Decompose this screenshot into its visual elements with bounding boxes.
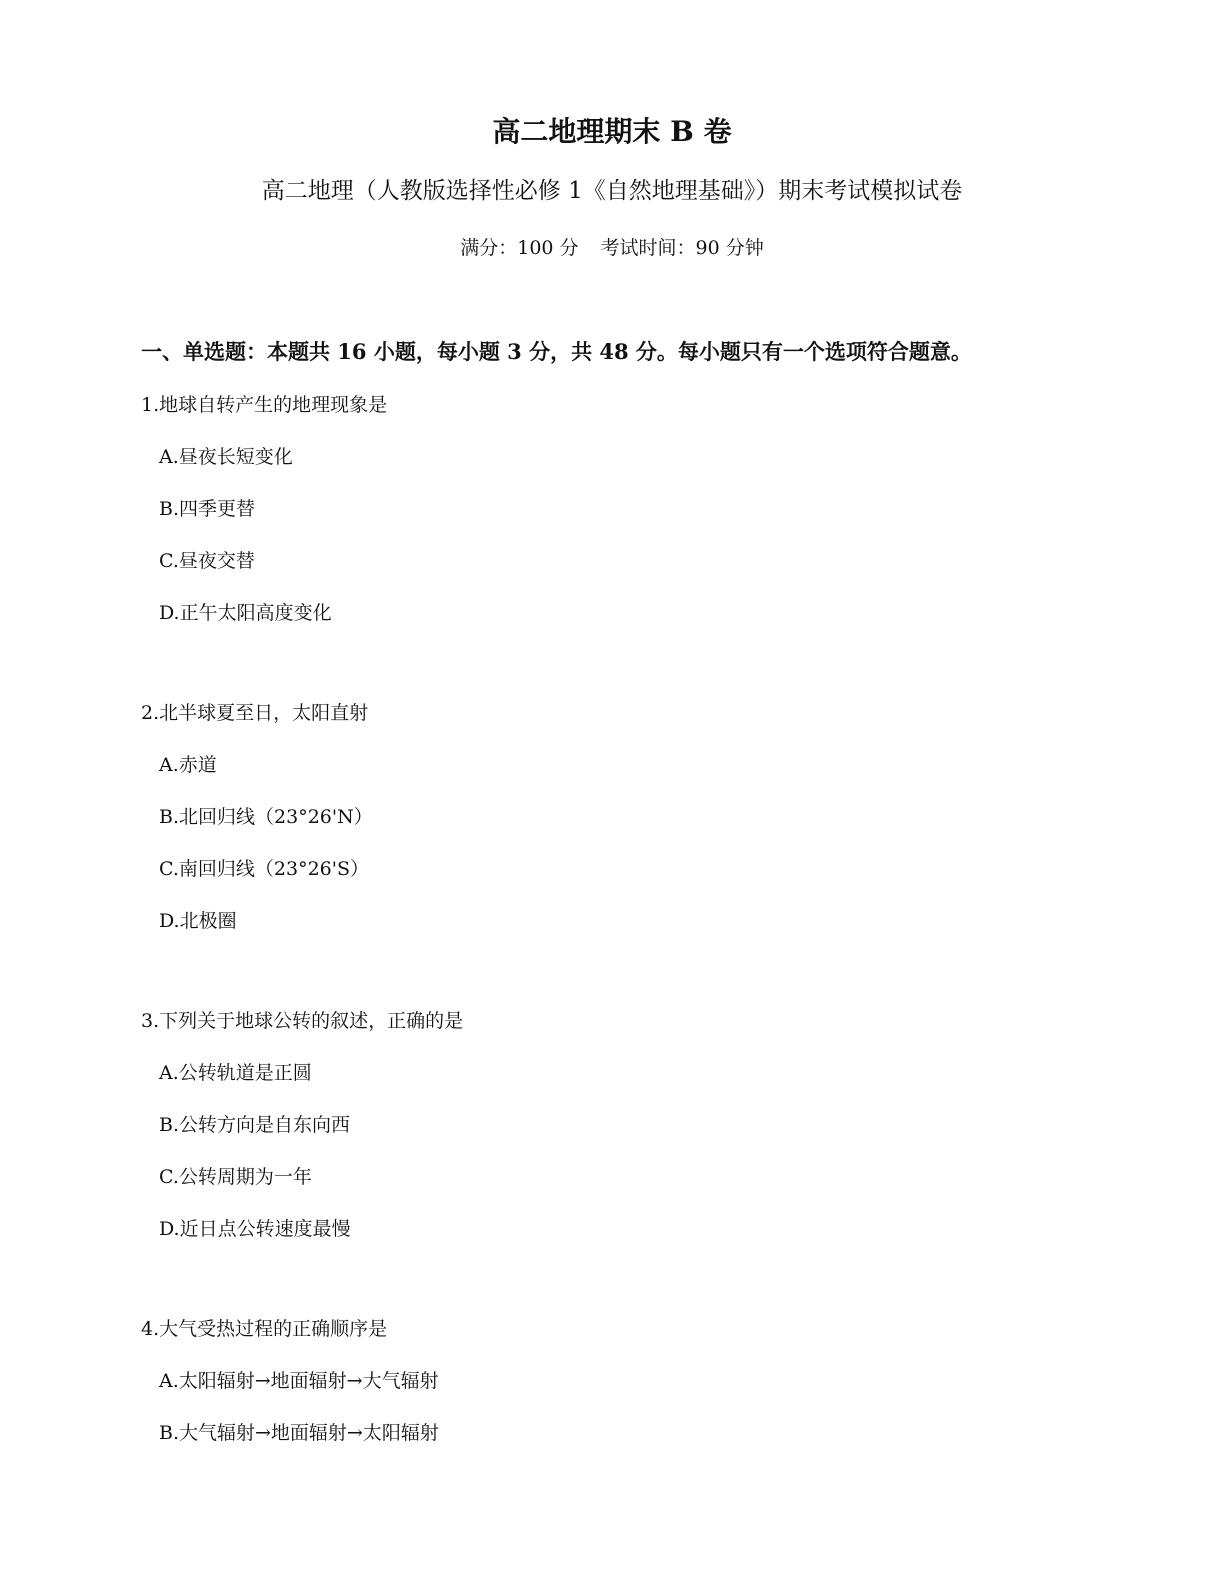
option-d: [159, 596, 1141, 630]
exam-time-label: 考试时间：90 分钟: [600, 237, 764, 259]
option-text: 太阳辐射→地面辐射→大气辐射: [178, 1370, 439, 1392]
option-letter: A.: [159, 754, 179, 776]
option-letter: C.: [159, 550, 179, 572]
question-2: [141, 696, 1141, 938]
option-a: [159, 748, 1141, 782]
option-c: [159, 1160, 1141, 1194]
option-letter: A.: [159, 1062, 179, 1084]
option-d: [159, 1212, 1141, 1246]
option-d: [159, 904, 1141, 938]
question-text: 北半球夏至日，太阳直射: [159, 702, 369, 724]
option-text: 大气辐射→地面辐射→太阳辐射: [179, 1422, 439, 1444]
option-text: 赤道: [178, 754, 217, 776]
question-stem: [141, 1004, 1141, 1038]
option-letter: B.: [159, 498, 180, 520]
option-letter: C.: [159, 1166, 179, 1188]
option-c: [159, 852, 1141, 886]
question-stem: [141, 696, 1141, 730]
question-list: [141, 388, 1141, 1516]
option-text: 南回归线（23°26'S）: [178, 858, 369, 880]
option-text: 四季更替: [179, 498, 256, 520]
option-text: 公转周期为一年: [178, 1166, 312, 1188]
option-b: [159, 1108, 1141, 1142]
option-letter: B.: [159, 1422, 180, 1444]
question-number: 1.: [141, 394, 160, 416]
option-text: 昼夜交替: [178, 550, 255, 572]
question-stem: [141, 1312, 1141, 1346]
question-4: [141, 1312, 1141, 1450]
question-number: 2.: [141, 702, 160, 724]
question-stem: [141, 388, 1141, 422]
option-b: [159, 492, 1141, 526]
option-text: 北回归线（23°26'N）: [179, 806, 373, 828]
option-b: [159, 1416, 1141, 1450]
question-number: 4.: [141, 1318, 160, 1340]
question-3: [141, 1004, 1141, 1246]
option-text: 昼夜长短变化: [178, 446, 293, 468]
option-text: 正午太阳高度变化: [179, 602, 332, 624]
option-letter: A.: [159, 1370, 179, 1392]
option-letter: B.: [159, 806, 180, 828]
question-number: 3.: [141, 1010, 160, 1032]
option-c: [159, 544, 1141, 578]
option-text: 公转轨道是正圆: [178, 1062, 312, 1084]
full-score-label: 满分：100 分: [460, 237, 579, 259]
question-text: 地球自转产生的地理现象是: [159, 394, 388, 416]
option-letter: B.: [159, 1114, 180, 1136]
option-a: [159, 1056, 1141, 1090]
document-title: 高二地理期末 B 卷: [492, 115, 732, 148]
option-text: 近日点公转速度最慢: [179, 1218, 351, 1240]
document-subtitle: 高二地理（人教版选择性必修 1《自然地理基础》）期末考试模拟试卷: [261, 178, 963, 204]
question-text: 大气受热过程的正确顺序是: [159, 1318, 388, 1340]
exam-meta: [0, 233, 1224, 263]
option-b: [159, 800, 1141, 834]
question-1: [141, 388, 1141, 630]
option-letter: D.: [159, 1218, 180, 1240]
option-text: 北极圈: [179, 910, 237, 932]
section-heading: 一、单选题：本题共 16 小题，每小题 3 分，共 48 分。每小题只有一个选项符合题意。: [141, 339, 972, 364]
option-text: 公转方向是自东向西: [179, 1114, 351, 1136]
option-letter: D.: [159, 910, 180, 932]
option-a: [159, 440, 1141, 474]
option-letter: A.: [159, 446, 179, 468]
question-text: 下列关于地球公转的叙述，正确的是: [159, 1010, 464, 1032]
option-letter: C.: [159, 858, 179, 880]
option-a: [159, 1364, 1141, 1398]
option-letter: D.: [159, 602, 180, 624]
